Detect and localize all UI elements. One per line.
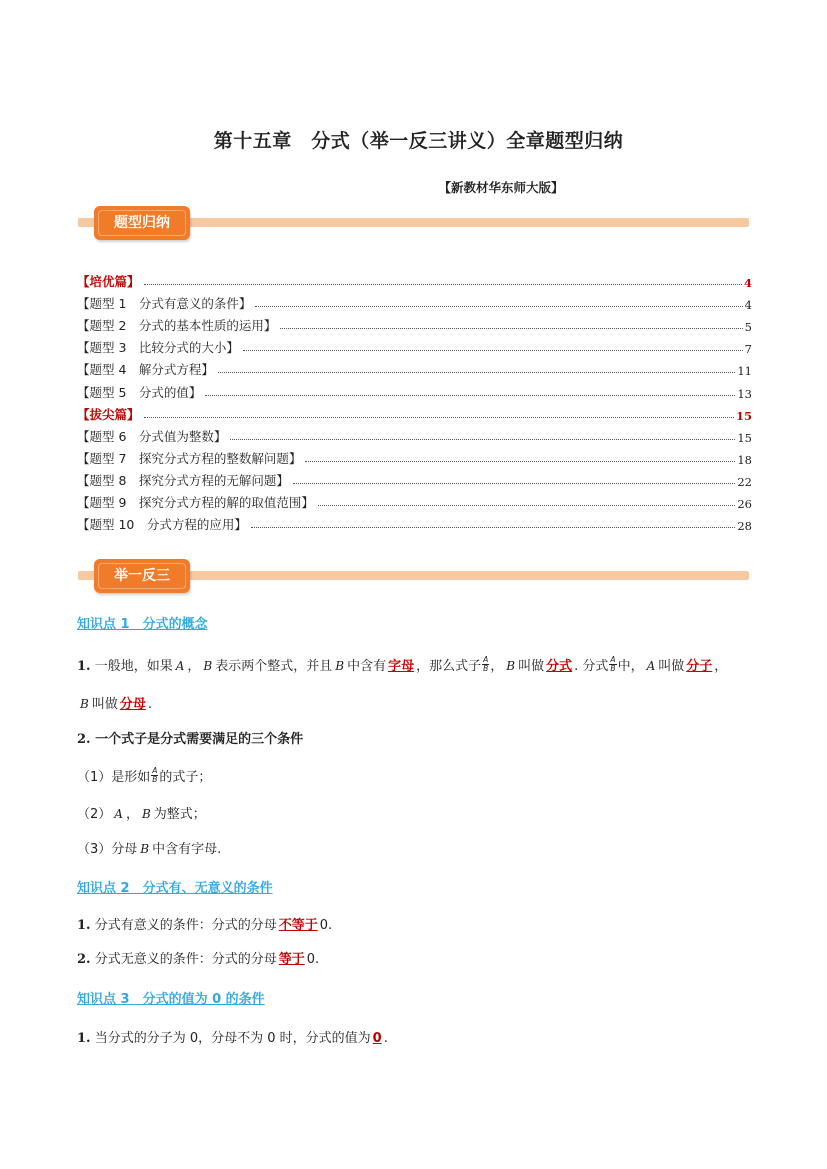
toc-leader-dots — [293, 483, 735, 484]
text: 中， — [617, 659, 644, 674]
item-number: 1. — [77, 1031, 91, 1046]
fraction-denominator: B — [610, 664, 616, 673]
text: 一个式子是分式需要满足的三个条件 — [95, 732, 304, 747]
toc-label: 【题型 6 分式值为整数】 — [77, 428, 227, 444]
toc-label: 【题型 7 探究分式方程的整数解问题】 — [77, 450, 302, 466]
k1-condition-2 — [77, 803, 206, 822]
text: 0. — [306, 952, 320, 967]
toc-leader-dots — [144, 284, 742, 285]
toc-label: 【题型 10 分式方程的应用】 — [77, 517, 247, 533]
text: 分式无意义的条件：分式的分母 — [94, 952, 277, 967]
text: （1）是形如 — [77, 770, 151, 785]
toc-row[interactable] — [77, 467, 752, 489]
toc-row[interactable] — [77, 511, 752, 533]
section-heading-k2: 知识点 2 分式有、无意义的条件 — [77, 881, 273, 896]
toc-leader-dots — [251, 527, 735, 528]
math-var: A — [175, 659, 185, 673]
section-heading-k3: 知识点 3 分式的值为 0 的条件 — [77, 992, 265, 1007]
toc-leader-dots — [318, 505, 735, 506]
math-var: A — [646, 659, 656, 673]
toc-leader-dots — [255, 306, 742, 307]
toc-leader-dots — [305, 461, 735, 462]
item-number: 2. — [77, 952, 91, 967]
toc-row[interactable] — [77, 401, 752, 423]
item-number: 1. — [77, 918, 91, 933]
item-number: 1. — [77, 659, 91, 674]
math-var: B — [335, 659, 345, 673]
toc-leader-dots — [205, 395, 735, 396]
highlight-term: 分母 — [119, 697, 146, 712]
toc-row[interactable] — [77, 268, 752, 290]
highlight-term: 0 — [372, 1031, 382, 1046]
fraction — [609, 656, 616, 673]
text: 分式有意义的条件：分式的分母 — [94, 918, 277, 933]
math-var: B — [203, 659, 213, 673]
banner-tag: 举一反三 — [94, 559, 190, 593]
banner-tag: 题型归纳 — [94, 206, 190, 240]
toc-row[interactable] — [77, 312, 752, 334]
text: 一般地，如果 — [94, 659, 173, 674]
text: ， — [490, 659, 504, 674]
text: 当分式的分子为 0，分母不为 0 时，分式的值为 — [94, 1031, 371, 1046]
examples-banner — [78, 559, 749, 593]
fraction-numerator: A — [483, 655, 489, 664]
text: . — [383, 1031, 388, 1046]
toc-page-number: 11 — [737, 364, 752, 379]
toc-leader-dots — [243, 350, 743, 351]
toc-page-number: 15 — [737, 430, 752, 445]
text: ， — [187, 659, 201, 674]
toc-page-number: 15 — [735, 408, 752, 423]
toc-leader-dots — [144, 417, 734, 418]
k2-paragraph-1 — [77, 914, 332, 933]
text: 中含有字母. — [152, 842, 222, 857]
math-var: A — [114, 807, 123, 821]
k1-paragraph-1 — [77, 655, 727, 675]
math-var: B — [80, 697, 89, 711]
fraction-denominator: B — [483, 664, 489, 673]
fraction-numerator: A — [152, 766, 158, 775]
toc-row[interactable] — [77, 489, 752, 511]
toc-page-number: 13 — [737, 386, 752, 401]
text: 叫做 — [658, 659, 685, 674]
highlight-term: 字母 — [388, 659, 415, 674]
toc-page-number: 7 — [744, 342, 752, 357]
text: 叫做 — [91, 697, 118, 712]
text: . 分式 — [574, 659, 609, 674]
text: 表示两个整式，并且 — [215, 659, 333, 674]
fraction-numerator: A — [610, 655, 616, 664]
fraction — [151, 767, 158, 784]
k1-condition-3 — [77, 838, 221, 857]
highlight-term: 分子 — [686, 659, 713, 674]
k2-paragraph-2 — [77, 948, 319, 967]
math-var: B — [140, 842, 150, 856]
toc-leader-dots — [230, 439, 735, 440]
toc-page-number: 28 — [737, 519, 752, 534]
math-var: B — [506, 659, 516, 673]
item-number: 2. — [77, 732, 91, 747]
text: ，那么式子 — [416, 659, 482, 674]
toc-leader-dots — [218, 372, 735, 373]
highlight-term: 不等于 — [278, 918, 318, 933]
text: 中含有 — [347, 659, 387, 674]
table-of-contents — [77, 268, 752, 533]
k1-paragraph-2 — [77, 728, 303, 747]
section-heading-k1: 知识点 1 分式的概念 — [77, 617, 208, 632]
toc-label: 【题型 5 分式的值】 — [77, 384, 202, 400]
toc-row[interactable] — [77, 356, 752, 378]
text: 0. — [319, 918, 333, 933]
fraction-denominator: B — [152, 775, 158, 784]
text: 为整式； — [153, 807, 206, 822]
toc-label: 【培优篇】 — [77, 274, 140, 290]
text: 的式子； — [159, 770, 212, 785]
toc-row[interactable] — [77, 423, 752, 445]
toc-row[interactable] — [77, 290, 752, 312]
text: 叫做 — [518, 659, 545, 674]
math-var: B — [141, 807, 151, 821]
fraction — [482, 656, 489, 673]
text: ， — [125, 807, 139, 822]
toc-label: 【题型 4 解分式方程】 — [77, 362, 214, 378]
toc-row[interactable] — [77, 334, 752, 356]
toc-label: 【题型 2 分式的基本性质的运用】 — [77, 318, 277, 334]
toc-label: 【题型 9 探究分式方程的解的取值范围】 — [77, 495, 314, 511]
toc-label: 【题型 1 分式有意义的条件】 — [77, 296, 252, 312]
toc-banner — [78, 206, 749, 240]
toc-page-number: 18 — [737, 452, 752, 467]
toc-leader-dots — [280, 328, 742, 329]
toc-row[interactable] — [77, 445, 752, 467]
text: （3）分母 — [77, 842, 138, 857]
toc-label: 【拔尖篇】 — [77, 406, 140, 422]
toc-page-number: 4 — [743, 276, 752, 291]
toc-row[interactable] — [77, 378, 752, 400]
k1-paragraph-1-continued — [77, 693, 152, 712]
toc-page-number: 22 — [737, 474, 752, 489]
k3-paragraph-1 — [77, 1027, 388, 1046]
document-subtitle: 【新教材华东师大版】 — [438, 180, 564, 195]
highlight-term: 等于 — [278, 952, 305, 967]
toc-page-number: 26 — [737, 497, 752, 512]
toc-label: 【题型 8 探究分式方程的无解问题】 — [77, 472, 289, 488]
toc-page-number: 4 — [744, 298, 752, 313]
toc-label: 【题型 3 比较分式的大小】 — [77, 340, 239, 356]
k1-condition-1 — [77, 766, 211, 786]
highlight-term: 分式 — [546, 659, 573, 674]
document-title: 第十五章 分式（举一反三讲义）全章题型归纳 — [213, 130, 624, 152]
text: （2） — [77, 807, 112, 822]
toc-page-number: 5 — [744, 320, 752, 335]
text: ， — [714, 659, 728, 674]
text: . — [147, 697, 152, 712]
